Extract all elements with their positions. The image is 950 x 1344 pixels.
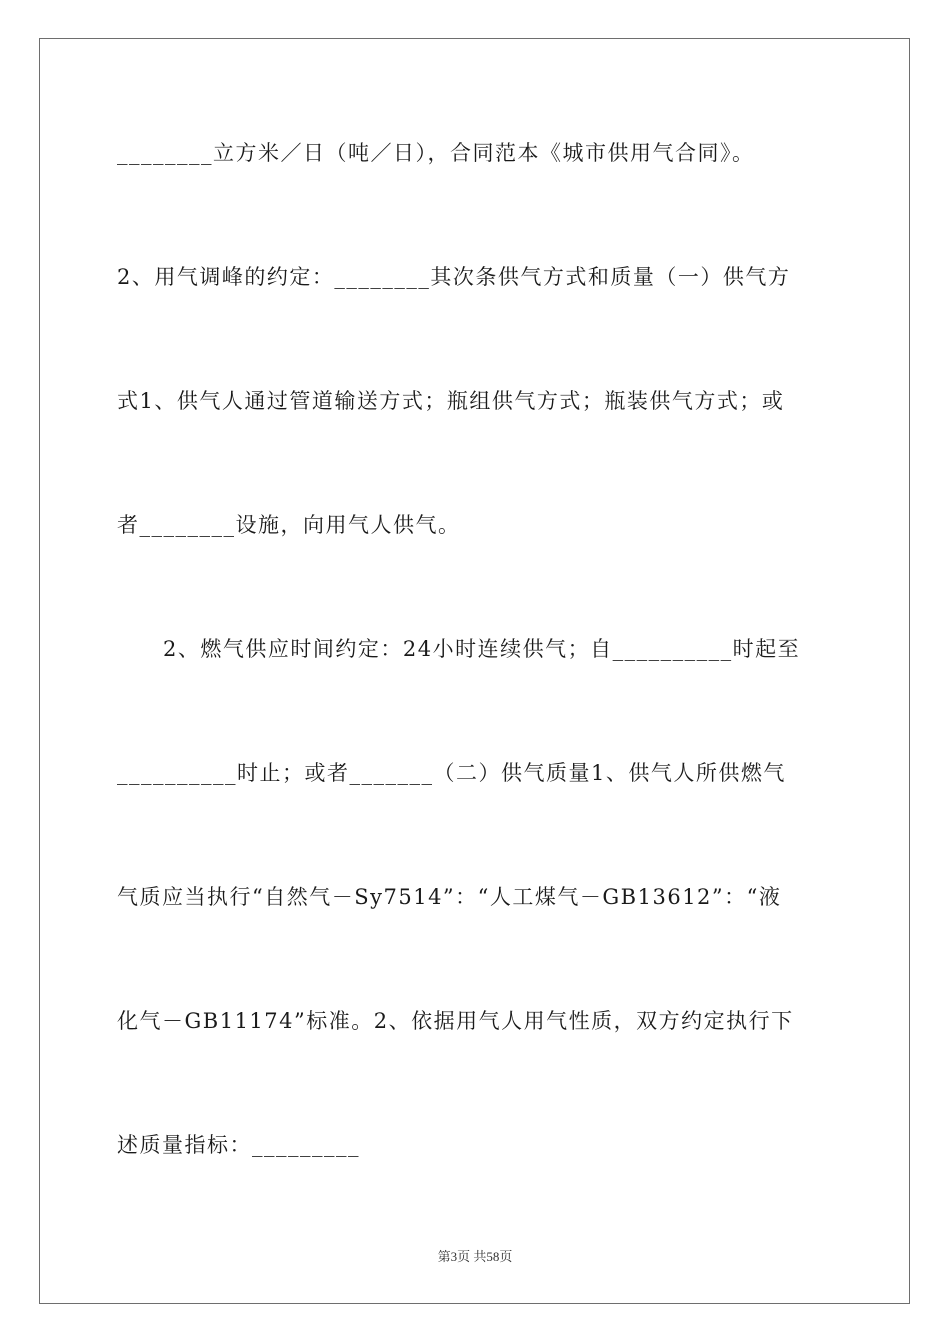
text-line-2: 2、用气调峰的约定：________其次条供气方式和质量（一）供气方	[117, 265, 791, 289]
text-line-7: 气质应当执行“自然气－Sy7514”：“人工煤气－GB13612”：“液	[117, 885, 782, 909]
text-line-5: 2、燃气供应时间约定：24小时连续供气；自__________时起至	[163, 637, 801, 661]
text-line-8: 化气－GB11174”标准。2、依据用气人用气性质，双方约定执行下	[117, 1009, 794, 1033]
text-line-1: ________立方米／日（吨／日），合同范本《城市供用气合同》。	[117, 141, 755, 165]
text-line-4: 者________设施，向用气人供气。	[117, 513, 461, 537]
text-line-9: 述质量指标：_________	[117, 1133, 360, 1157]
text-line-6: __________时止；或者_______（二）供气质量1、供气人所供燃气	[117, 761, 786, 785]
text-line-3: 式1、供气人通过管道输送方式；瓶组供气方式；瓶装供气方式；或	[117, 389, 785, 413]
page-border	[39, 38, 910, 1304]
page-number-footer: 第3页 共58页	[437, 1249, 513, 1264]
